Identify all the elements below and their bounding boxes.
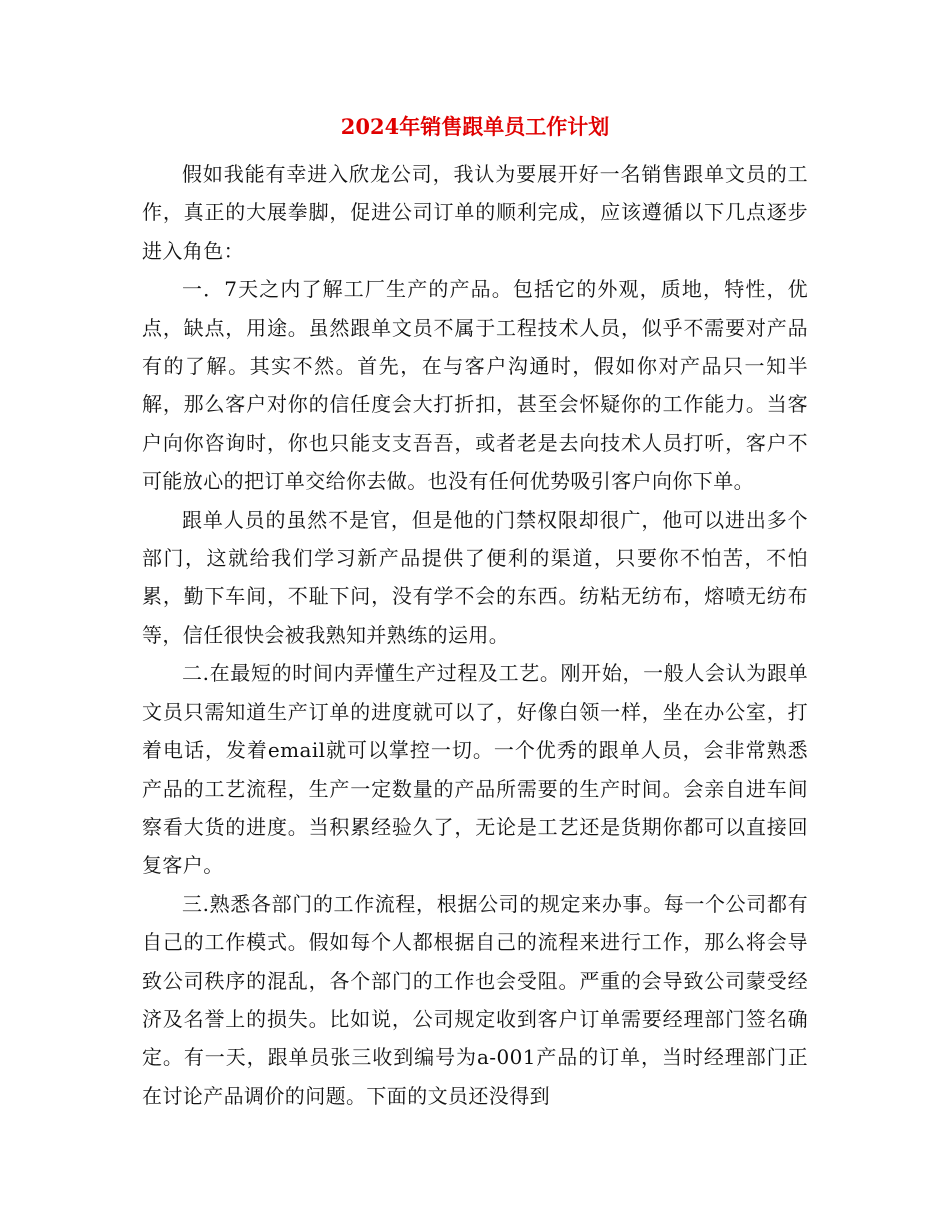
paragraph-point-three: 三.熟悉各部门的工作流程，根据公司的规定来办事。每一个公司都有自己的工作模式。假如每个人都根据自己的流程来进行工作，那么将会导致公司秩序的混乱，各个部门的工作也会受阻。严重的会导致公司蒙受经济及名誉上的损失。比如说，公司规定收到客户订单需要经理部门签名确定。有一天，跟单员张三收到编号为a-001产品的订单，当时经理部门正在讨论产品调价的问题。下面的文员还没得到 — [142, 891, 808, 1108]
paragraph-point-two: 二.在最短的时间内弄懂生产过程及工艺。刚开始，一般人会认为跟单文员只需知道生产订单的进度就可以了，好像白领一样，坐在办公室，打着电话，发着email就可以掌控一切。一个优秀的跟单人员，会非常熟悉产品的工艺流程，生产一定数量的产品所需要的生产时间。会亲自进车间察看大货的进度。当积累经验久了，无论是工艺还是货期你都可以直接回复客户。 — [142, 661, 808, 878]
paragraph-point-one-continued: 跟单人员的虽然不是官，但是他的门禁权限却很广，他可以进出多个部门，这就给我们学习新产品提供了便利的渠道，只要你不怕苦，不怕累，勤下车间，不耻下问，没有学不会的东西。纺粘无纺布，熔喷无纺布等，信任很快会被我熟知并熟练的运用。 — [142, 507, 808, 647]
paragraph-intro: 假如我能有幸进入欣龙公司，我认为要展开好一名销售跟单文员的工作，真正的大展拳脚，促进公司订单的顺利完成，应该遵循以下几点逐步进入角色： — [142, 162, 808, 263]
document-body — [142, 155, 808, 1115]
document-title: 2024年销售跟单员工作计划 — [340, 114, 610, 139]
paragraph-point-one: 一．7天之内了解工厂生产的产品。包括它的外观，质地，特性，优点，缺点，用途。虽然跟单文员不属于工程技术人员，似乎不需要对产品有的了解。其实不然。首先，在与客户沟通时，假如你对产品只一知半解，那么客户对你的信任度会大打折扣，甚至会怀疑你的工作能力。当客户向你咨询时，你也只能支支吾吾，或者老是去向技术人员打听，客户不可能放心的把订单交给你去做。也没有任何优势吸引客户向你下单。 — [142, 277, 808, 494]
